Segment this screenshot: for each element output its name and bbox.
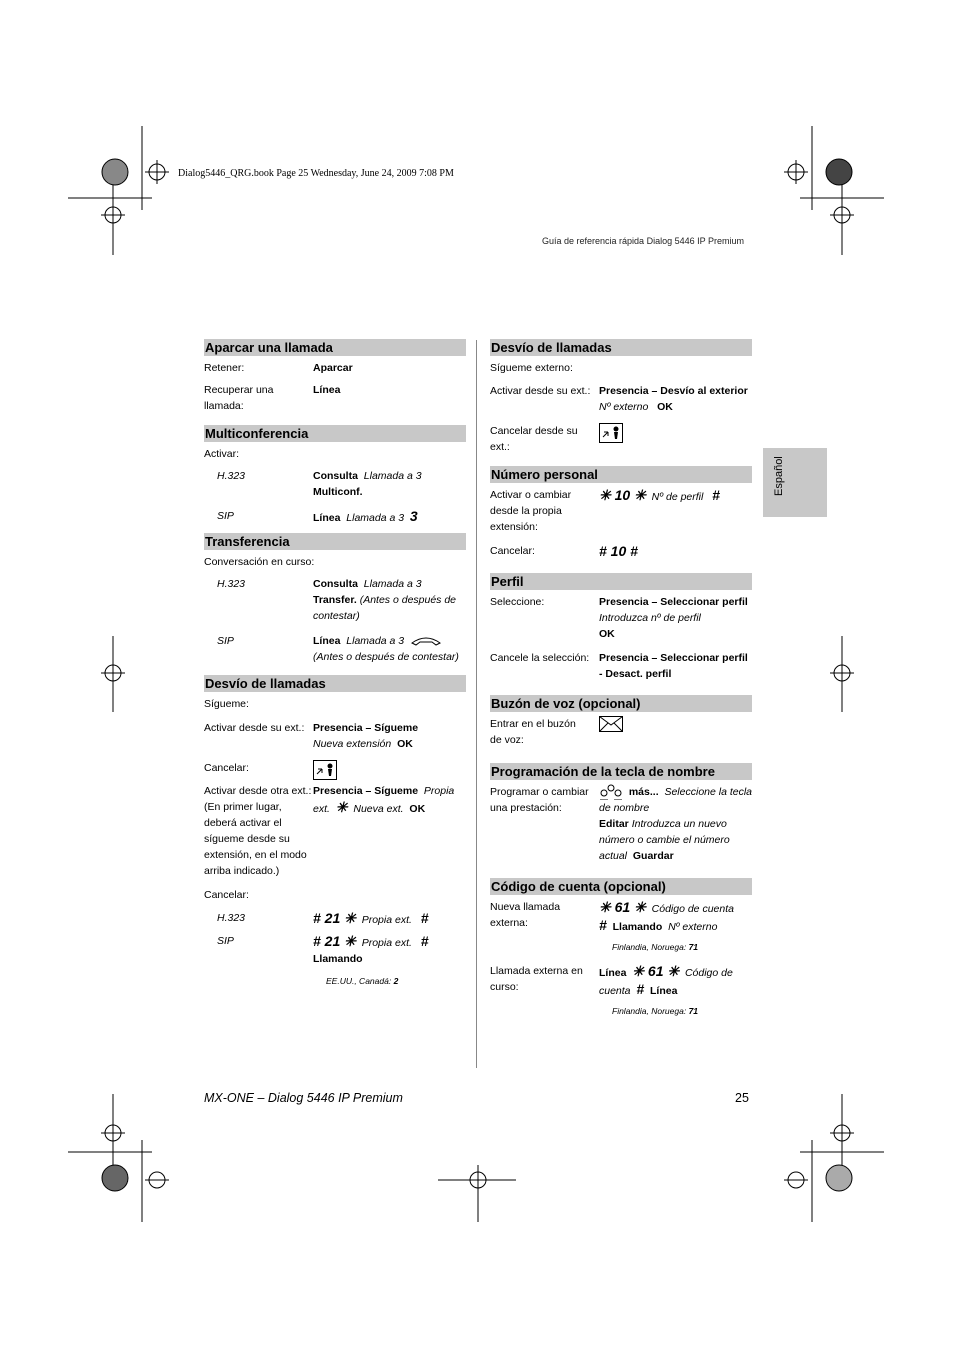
key-3: 3 <box>409 508 418 524</box>
ok-key: OK <box>397 738 413 750</box>
hash-key: # <box>420 933 429 949</box>
row-label: Activar desde otra ext.: (En primer lugar, deberá activar el sígueme desde su extensión, en el modo arriba indicado.) <box>204 785 312 877</box>
step-text: Llamada a 3 <box>346 512 405 524</box>
row-label: Programar o cambiar una prestación: <box>490 786 589 814</box>
page-number: 25 <box>735 1091 749 1105</box>
step-text: Introduzca nº de perfil <box>599 612 701 624</box>
key-code: # 21 ✳ <box>313 933 356 949</box>
section-title: Perfil <box>490 573 752 590</box>
section-title: Código de cuenta (opcional) <box>490 878 752 895</box>
star-key: ✳ <box>335 799 348 815</box>
footnote: EE.UU., Canadá: <box>326 976 392 986</box>
step-text: Llamada a 3 <box>363 578 422 590</box>
name-key-icon <box>599 784 623 800</box>
step-text: Llamada a 3 <box>346 635 405 647</box>
step-text: Presencia – Seleccionar perfil - Desact. perfil <box>599 652 748 680</box>
protocol-label: SIP <box>217 635 234 647</box>
step-text: Presencia – Sígueme <box>313 785 419 797</box>
step-text: Línea <box>313 635 341 647</box>
ok-key: OK <box>657 401 673 413</box>
step-text: Nº externo <box>668 921 718 933</box>
row-label: Activar desde su ext.: <box>490 385 591 397</box>
section-title: Aparcar una llamada <box>204 339 466 356</box>
section-title: Desvío de llamadas <box>490 339 752 356</box>
row-label: Seleccione: <box>490 596 545 608</box>
row-label: Sígueme: <box>204 698 249 710</box>
step-text: Presencia – Seleccionar perfil <box>599 596 748 608</box>
hash-key: # <box>636 981 645 997</box>
section-title: Multiconferencia <box>204 425 466 442</box>
step-text: Línea <box>599 967 627 979</box>
row-label: Cancelar desde su ext.: <box>490 425 578 453</box>
footnote-value: 71 <box>688 1006 699 1016</box>
step-text: Nº de perfil <box>651 491 704 503</box>
footnote: Finlandia, Noruega: <box>612 942 687 952</box>
step-text: Código de cuenta <box>599 967 733 997</box>
section-title: Buzón de voz (opcional) <box>490 695 752 712</box>
step-text: Llamada a 3 <box>363 470 422 482</box>
row-label: Activar o cambiar desde la propia extensión: <box>490 489 572 533</box>
step-text: Nº externo <box>599 401 649 413</box>
key-code: ✳ 61 ✳ <box>632 963 680 979</box>
protocol-label: H.323 <box>217 912 246 924</box>
hash-key: # <box>599 917 607 933</box>
step-text: Código de cuenta <box>651 903 734 915</box>
section-title: Transferencia <box>204 533 466 550</box>
ok-key: OK <box>599 628 615 640</box>
section-title: Programación de la tecla de nombre <box>490 763 752 780</box>
row-label: Entrar en el buzón de voz: <box>490 718 576 746</box>
key-code: # 21 ✳ <box>313 910 356 926</box>
book-slug: Dialog5446_QRG.book Page 25 Wednesday, June 24, 2009 7:08 PM <box>178 168 454 179</box>
row-label: Llamada externa en curso: <box>490 965 583 993</box>
envelope-icon <box>599 716 623 732</box>
diversion-key-icon <box>599 423 623 443</box>
protocol-label: H.323 <box>217 578 246 590</box>
step-text: Nueva extensión <box>313 738 392 750</box>
row-label: Activar desde su ext.: <box>204 722 305 734</box>
step-text: Nueva ext. <box>353 803 404 815</box>
row-label: Cancelar: <box>490 545 535 557</box>
protocol-label: SIP <box>217 510 234 522</box>
row-label: Recuperar una llamada: <box>204 384 274 412</box>
diversion-key-icon <box>313 760 337 780</box>
language-tab-label: Español <box>773 456 785 496</box>
step-text: Transfer. <box>313 594 357 606</box>
step-text: Llamando <box>313 953 363 965</box>
key-code: # 10 # <box>599 543 638 559</box>
running-header: Guía de referencia rápida Dialog 5446 IP Premium <box>542 236 744 246</box>
section-title: Desvío de llamadas <box>204 675 466 692</box>
row-label: Nueva llamada externa: <box>490 901 561 929</box>
right-column <box>490 339 752 1019</box>
step-text: Seleccione la tecla de nombre <box>599 786 753 815</box>
step-text: Presencia – Sígueme <box>313 722 419 734</box>
row-label: Cancele la selección: <box>490 652 590 664</box>
row-label: Sígueme externo: <box>490 362 573 374</box>
column-divider <box>476 340 477 1068</box>
hash-key: # <box>712 487 720 503</box>
row-label: Conversación en curso: <box>204 556 315 568</box>
step-text: (Antes o después de contestar) <box>313 594 457 622</box>
step-text: (Antes o después de contestar) <box>313 651 459 663</box>
key-code: ✳ 10 ✳ <box>599 487 646 503</box>
step-text: más... <box>628 786 659 798</box>
step-text: Guardar <box>632 850 674 863</box>
step-text: Propia ext. <box>361 914 412 926</box>
handset-icon <box>410 635 442 647</box>
section-title: Número personal <box>490 466 752 483</box>
footnote-value: 71 <box>688 942 699 952</box>
step-text: Línea <box>313 512 341 524</box>
row-value: Aparcar <box>313 362 353 374</box>
left-column <box>204 339 466 989</box>
row-label: Retener: <box>204 362 245 374</box>
footer-title: MX-ONE – Dialog 5446 IP Premium <box>204 1091 403 1105</box>
step-text: Presencia – Desvío al exterior <box>599 385 748 397</box>
footnote-value: 2 <box>393 976 399 986</box>
step-text: Llamando <box>612 921 663 933</box>
step-text: Editar <box>599 818 629 831</box>
ok-key: OK <box>409 803 426 815</box>
step-text: Propia ext. <box>313 785 455 815</box>
step-text: Propia ext. <box>361 937 412 949</box>
row-label: Activar: <box>204 448 240 460</box>
footnote: Finlandia, Noruega: <box>612 1006 687 1016</box>
step-text: Consulta <box>313 470 358 482</box>
language-tab <box>763 448 827 517</box>
row-label: Cancelar: <box>204 762 249 774</box>
hash-key: # <box>420 910 429 926</box>
protocol-label: SIP <box>217 935 234 947</box>
key-code: ✳ 61 ✳ <box>599 899 646 915</box>
row-value: Línea <box>313 384 341 396</box>
step-text: Consulta <box>313 578 358 590</box>
step-text: Multiconf. <box>313 486 363 498</box>
row-label: Cancelar: <box>204 889 249 901</box>
step-text: Introduzca un nuevo número o cambie el número actual <box>599 818 730 863</box>
protocol-label: H.323 <box>217 470 246 482</box>
step-text: Línea <box>650 985 678 997</box>
